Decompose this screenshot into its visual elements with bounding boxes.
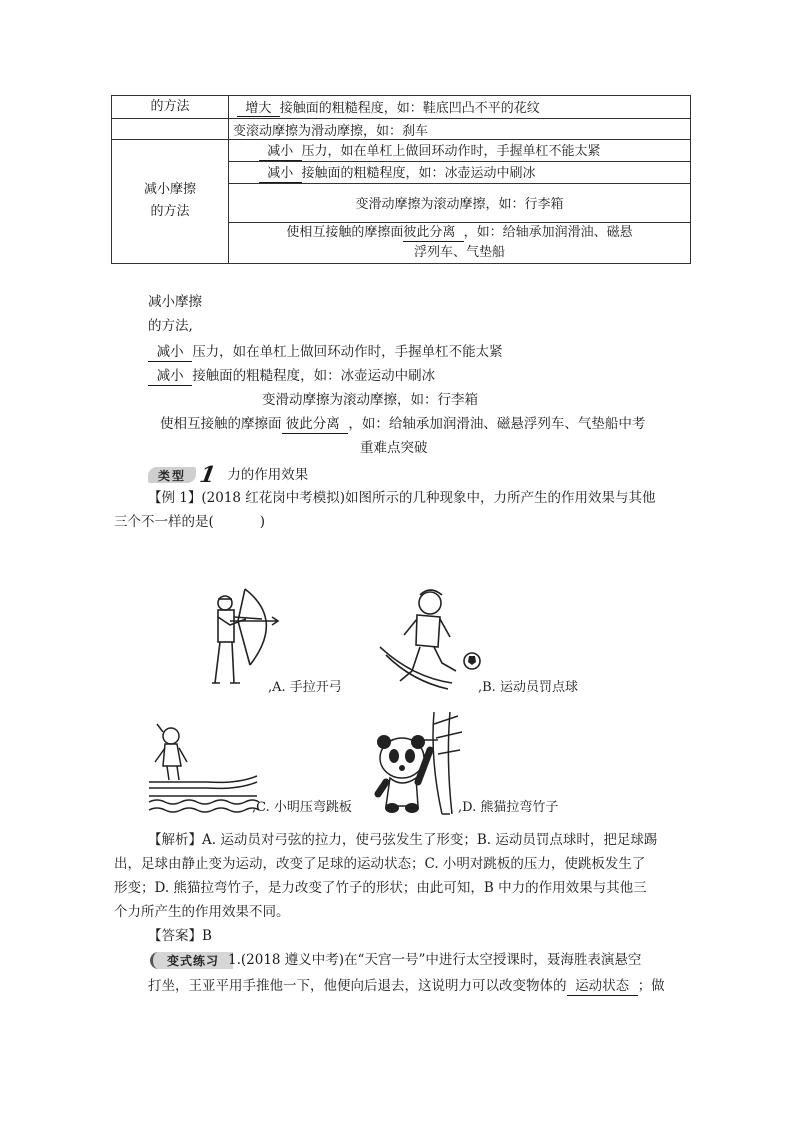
- table-cell: 增大 接触面的粗糙程度，如：鞋底凹凸不平的花纹: [229, 96, 691, 119]
- repeat-line: 使相互接触的摩擦面 彼此分离 ，如：给轴承加润滑油、磁悬浮列车、气垫船中考: [160, 416, 646, 432]
- caption-c: ,C. 小明压弯跳板: [252, 800, 352, 815]
- caption-b: ,B. 运动员罚点球: [478, 680, 578, 695]
- analysis-line: 出，足球由静止变为运动，改变了足球的运动状态；C. 小明对跳板的压力，使跳板发生了: [114, 856, 646, 872]
- archer-figure: [190, 585, 280, 695]
- caption-d: ,D. 熊猫拉弯竹子: [458, 800, 559, 815]
- footballer-figure: [372, 585, 484, 695]
- example-question: 【例 1】(2018 红花岗中考模拟)如图所示的几种现象中，力所产生的作用效果与其他: [148, 490, 656, 506]
- table-cell: 减小 压力，如在单杠上做回环动作时，手握单杠不能太紧: [229, 140, 691, 162]
- friction-methods-table: [111, 95, 691, 264]
- practice-question: 打坐，王亚平用手推他一下，他便向后退去，这说明力可以改变物体的 运动状态 ；做: [148, 978, 665, 994]
- section-heading: 重难点突破: [360, 440, 428, 456]
- repeat-line: 变滑动摩擦为滚动摩擦，如：行李箱: [262, 392, 478, 408]
- table-cell: 变滑动摩擦为滚动摩擦，如：行李箱: [229, 183, 691, 222]
- answer-blank: 彼此分离: [282, 417, 349, 434]
- analysis-line: 个力所产生的作用效果不同。: [114, 904, 290, 920]
- increase-method-label: 的方法: [112, 96, 229, 119]
- repeat-line: 减小 压力，如在单杠上做回环动作时，手握单杠不能太紧: [148, 342, 503, 362]
- answer-blank: 减小: [259, 167, 302, 183]
- practice-badge: 变式练习: [150, 952, 233, 969]
- answer-blank: 增大: [237, 102, 280, 118]
- answer-blank: 减小: [148, 345, 192, 362]
- answer-blank: 减小: [259, 145, 302, 161]
- analysis-line: 【解析】A. 运动员对弓弦的拉力，使弓弦发生了形变；B. 运动员罚点球时，把足球踢: [148, 832, 658, 848]
- type-number: 1: [197, 462, 218, 488]
- practice-question: 1.(2018 遵义中考)在“天宫一号”中进行太空授课时，聂海胜表演悬空: [228, 952, 642, 968]
- type-title: 力的作用效果: [227, 467, 309, 483]
- answer-line: 【答案】B: [148, 928, 212, 944]
- answer-blank: 彼此分离: [403, 226, 463, 242]
- table-cell: 变滚动摩擦为滑动摩擦，如：刹车: [229, 119, 691, 140]
- panda-bamboo-figure: [372, 710, 467, 820]
- caption-a: ,A. 手拉开弓: [268, 680, 342, 695]
- type-label: 类型: [148, 467, 196, 483]
- repeat-line: 减小摩擦: [148, 294, 202, 310]
- repeat-line: 减小 接触面的粗糙程度，如：冰壶运动中刷冰: [148, 366, 435, 386]
- answer-blank: 减小: [148, 369, 192, 386]
- reduce-method-label: 减小摩擦 的方法: [112, 140, 229, 264]
- answer-blank: 运动状态: [567, 979, 638, 996]
- table-cell: 减小 接触面的粗糙程度，如：冰壶运动中刷冰: [229, 161, 691, 183]
- example-question: 三个不一样的是( ): [114, 514, 266, 530]
- type-badge: [148, 462, 308, 488]
- analysis-line: 形变；D. 熊猫拉弯竹子，是力改变了竹子的形状；由此可知，B 中力的作用效果与其他三: [114, 880, 647, 896]
- diving-board-figure: [147, 722, 262, 817]
- repeat-line: 的方法,: [148, 318, 193, 334]
- table-cell: 使相互接触的摩擦面彼此分离 ，如：给轴承加润滑油、磁悬 浮列车、气垫船: [229, 222, 691, 263]
